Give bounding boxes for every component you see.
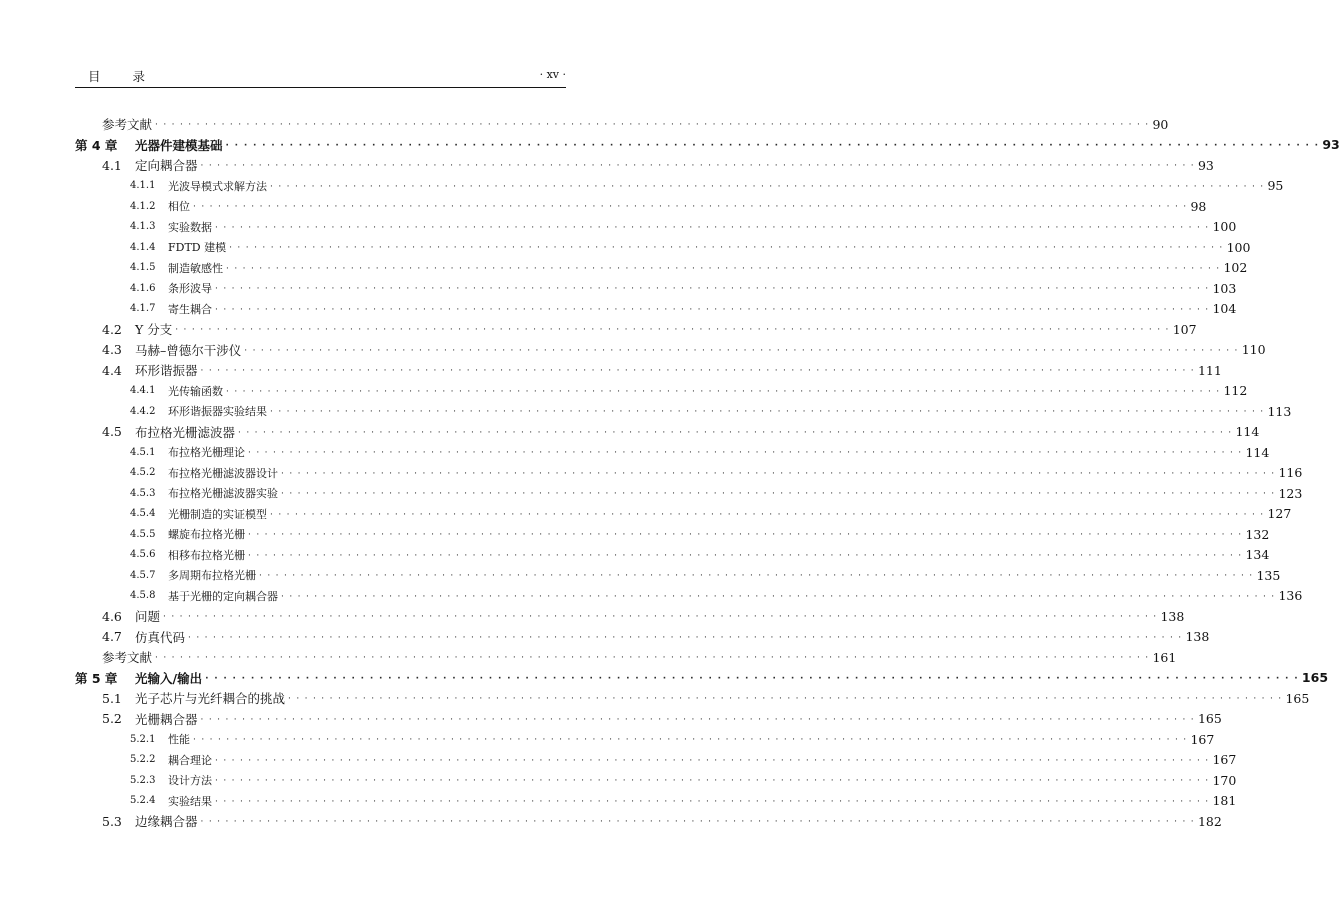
toc-entry-title: 环形谐振器 (135, 363, 198, 379)
dot-leader: · · · · · · · · · · · · · · · · · · · · · · · · · · · · · · · · · · · · · · · · · · · · · · · · · · · · · · · · · · · · · · · · · · · · · · · · · · · · · · · · · · · · · · · · · · · · · · · · · · · · · · · · · · · · · · · · · · · · · · · · (193, 202, 1188, 213)
toc-entry-section[interactable] (75, 606, 1185, 627)
toc-entry-page: 93 (1197, 157, 1214, 173)
toc-entry-page: 167 (1190, 731, 1215, 747)
dot-leader: · · · · · · · · · · · · · · · · · · · · · · · · · · · · · · · · · · · · · · · · · · · · · · · · · · · · · · · · · · · · · · · · · · · · · · · · · · · · · · · · · · · · · · · · · · · · · · · · · · · · · · · · · · · · · · · · · · · · · · · · (205, 673, 1299, 684)
toc-entry-page: 107 (1172, 321, 1197, 337)
dot-leader: · · · · · · · · · · · · · · · · · · · · · · · · · · · · · · · · · · · · · · · · · · · · · · · · · · · · · · · · · · · · · · · · · · · · · · · · · · · · · · · · · · · · · · · · · · · · · · · · · · · · · · · · · · · · · · · · · · · · · · · · (215, 796, 1210, 807)
toc-entry-number: 4.1.1 (130, 180, 156, 192)
dot-leader: · · · · · · · · · · · · · · · · · · · · · · · · · · · · · · · · · · · · · · · · · · · · · · · · · · · · · · · · · · · · · · · · · · · · · · · · · · · · · · · · · · · · · · · · · · · · · · · · · · · · · · · · · · · · · · · · · · · · · · · · (270, 509, 1265, 520)
toc-entry-number: 第 5 章 (75, 670, 118, 686)
toc-entry-page: 165 (1301, 670, 1329, 686)
toc-entry-number: 4.1.7 (130, 303, 156, 315)
dot-leader: · · · · · · · · · · · · · · · · · · · · · · · · · · · · · · · · · · · · · · · · · · · · · · · · · · · · · · · · · · · · · · · · · · · · · · · · · · · · · · · · · · · · · · · · · · · · · · · · · · · · · · · · · · · · · · · · · · · · · · · · (281, 591, 1276, 602)
toc-entry-page: 100 (1212, 219, 1237, 235)
toc-entry-sub[interactable] (75, 504, 1292, 525)
toc-entry-number: 4.5.3 (130, 487, 156, 499)
toc-entry-title: 光波导模式求解方法 (168, 179, 267, 193)
toc-entry-number: 4.1.6 (130, 282, 156, 294)
toc-entry-page: 114 (1235, 424, 1260, 440)
toc-entry-title: 光输入/输出 (135, 670, 203, 686)
toc-entry-title: 光器件建模基础 (135, 137, 223, 153)
toc-entry-title: 螺旋布拉格光栅 (168, 528, 245, 542)
table-of-contents (75, 114, 1340, 832)
dot-leader: · · · · · · · · · · · · · · · · · · · · · · · · · · · · · · · · · · · · · · · · · · · · · · · · · · · · · · · · · · · · · · · · · · · · · · · · · · · · · · · · · · · · · · · · · · · · · · · · · · · · · · · · · · · · · · · · · · · · · · · · (248, 530, 1243, 541)
toc-entry-page: 165 (1285, 690, 1310, 706)
toc-entry-sub[interactable] (75, 791, 1237, 812)
toc-entry-page: 98 (1190, 198, 1207, 214)
toc-entry-sub[interactable] (75, 565, 1281, 586)
toc-entry-sub[interactable] (75, 176, 1284, 197)
toc-entry-number: 4.1.4 (130, 241, 156, 253)
toc-entry-section[interactable] (75, 340, 1266, 361)
dot-leader: · · · · · · · · · · · · · · · · · · · · · · · · · · · · · · · · · · · · · · · · · · · · · · · · · · · · · · · · · · · · · · · · · · · · · · · · · · · · · · · · · · · · · · · · · · · · · · · · · · · · · · · · · · · · · · · · · · · · · · · · (155, 120, 1150, 131)
dot-leader: · · · · · · · · · · · · · · · · · · · · · · · · · · · · · · · · · · · · · · · · · · · · · · · · · · · · · · · · · · · · · · · · · · · · · · · · · · · · · · · · · · · · · · · · · · · · · · · · · · · · · · · · · · · · · · · · · · · · · · · · (226, 263, 1221, 274)
toc-entry-title: 参考文献 (102, 650, 153, 666)
toc-entry-refs[interactable] (75, 647, 1177, 668)
toc-entry-page: 93 (1322, 137, 1340, 153)
toc-entry-number: 4.5 (102, 424, 122, 440)
toc-entry-number: 4.4 (102, 362, 122, 378)
toc-entry-number: 5.2.3 (130, 774, 156, 786)
toc-entry-page: 127 (1267, 506, 1292, 522)
dot-leader: · · · · · · · · · · · · · · · · · · · · · · · · · · · · · · · · · · · · · · · · · · · · · · · · · · · · · · · · · · · · · · · · · · · · · · · · · · · · · · · · · · · · · · · · · · · · · · · · · · · · · · · · · · · · · · · · · · · · · · · · (215, 222, 1210, 233)
toc-entry-page: 135 (1256, 567, 1281, 583)
toc-entry-section[interactable] (75, 811, 1222, 832)
toc-entry-sub[interactable] (75, 524, 1270, 545)
page-number-roman: · xv · (539, 68, 566, 81)
toc-entry-section[interactable] (75, 422, 1260, 443)
running-head-title: 目 录 (88, 69, 159, 84)
toc-entry-number: 5.2.4 (130, 795, 156, 807)
toc-entry-sub[interactable] (75, 258, 1248, 279)
toc-entry-sub[interactable] (75, 237, 1251, 258)
toc-entry-number: 5.3 (102, 813, 122, 829)
toc-entry-title: 环形谐振器实验结果 (168, 405, 267, 419)
toc-entry-page: 111 (1197, 362, 1222, 378)
toc-entry-section[interactable] (75, 360, 1222, 381)
dot-leader: · · · · · · · · · · · · · · · · · · · · · · · · · · · · · · · · · · · · · · · · · · · · · · · · · · · · · · · · · · · · · · · · · · · · · · · · · · · · · · · · · · · · · · · · · · · · · · · · · · · · · · · · · · · · · · · · · · · · · · · · (229, 243, 1224, 254)
toc-entry-section[interactable] (75, 709, 1222, 730)
toc-entry-section[interactable] (75, 627, 1210, 648)
toc-entry-page: 123 (1278, 485, 1303, 501)
toc-entry-page: 116 (1278, 465, 1303, 481)
dot-leader: · · · · · · · · · · · · · · · · · · · · · · · · · · · · · · · · · · · · · · · · · · · · · · · · · · · · · · · · · · · · · · · · · · · · · · · · · · · · · · · · · · · · · · · · · · · · · · · · · · · · · · · · · · · · · · · · · · · · · · · · (155, 653, 1150, 664)
toc-entry-page: 103 (1212, 280, 1237, 296)
dot-leader: · · · · · · · · · · · · · · · · · · · · · · · · · · · · · · · · · · · · · · · · · · · · · · · · · · · · · · · · · · · · · · · · · · · · · · · · · · · · · · · · · · · · · · · · · · · · · · · · · · · · · · · · · · · · · · · · · · · · · · · · (248, 550, 1243, 561)
toc-entry-page: 138 (1185, 629, 1210, 645)
toc-entry-page: 167 (1212, 752, 1237, 768)
toc-entry-chapter[interactable] (75, 135, 1340, 156)
dot-leader: · · · · · · · · · · · · · · · · · · · · · · · · · · · · · · · · · · · · · · · · · · · · · · · · · · · · · · · · · · · · · · · · · · · · · · · · · · · · · · · · · · · · · · · · · · · · · · · · · · · · · · · · · · · · · · · · · · · · · · · · (200, 817, 1195, 828)
toc-entry-title: 问题 (135, 609, 161, 625)
dot-leader: · · · · · · · · · · · · · · · · · · · · · · · · · · · · · · · · · · · · · · · · · · · · · · · · · · · · · · · · · · · · · · · · · · · · · · · · · · · · · · · · · · · · · · · · · · · · · · · · · · · · · · · · · · · · · · · · · · · · · · · · (200, 366, 1195, 377)
toc-entry-title: 基于光栅的定向耦合器 (168, 589, 278, 603)
toc-entry-number: 4.2 (102, 321, 122, 337)
dot-leader: · · · · · · · · · · · · · · · · · · · · · · · · · · · · · · · · · · · · · · · · · · · · · · · · · · · · · · · · · · · · · · · · · · · · · · · · · · · · · · · · · · · · · · · · · · · · · · · · · · · · · · · · · · · · · · · · · · · · · · · · (215, 284, 1210, 295)
toc-entry-title: Y 分支 (135, 322, 173, 338)
toc-entry-number: 4.5.1 (130, 446, 156, 458)
toc-entry-sub[interactable] (75, 729, 1215, 750)
toc-entry-page: 181 (1212, 793, 1237, 809)
toc-entry-page: 138 (1160, 608, 1185, 624)
toc-entry-sub[interactable] (75, 196, 1207, 217)
toc-entry-number: 4.5.5 (130, 528, 156, 540)
toc-entry-page: 90 (1152, 116, 1169, 132)
toc-entry-title: 光子芯片与光纤耦合的挑战 (135, 691, 286, 707)
toc-entry-title: 性能 (168, 733, 190, 747)
toc-entry-number: 4.3 (102, 342, 122, 358)
toc-entry-title: 设计方法 (168, 774, 212, 788)
toc-entry-sub[interactable] (75, 463, 1303, 484)
header-rule (75, 87, 566, 88)
dot-leader: · · · · · · · · · · · · · · · · · · · · · · · · · · · · · · · · · · · · · · · · · · · · · · · · · · · · · · · · · · · · · · · · · · · · · · · · · · · · · · · · · · · · · · · · · · · · · · · · · · · · · · · · · · · · · · · · · · · · · · · · (248, 448, 1243, 459)
toc-entry-number: 4.4.1 (130, 385, 156, 397)
dot-leader: · · · · · · · · · · · · · · · · · · · · · · · · · · · · · · · · · · · · · · · · · · · · · · · · · · · · · · · · · · · · · · · · · · · · · · · · · · · · · · · · · · · · · · · · · · · · · · · · · · · · · · · · · · · · · · · · · · · · · · · · (226, 386, 1221, 397)
dot-leader: · · · · · · · · · · · · · · · · · · · · · · · · · · · · · · · · · · · · · · · · · · · · · · · · · · · · · · · · · · · · · · · · · · · · · · · · · · · · · · · · · · · · · · · · · · · · · · · · · · · · · · · · · · · · · · · · · · · · · · · · (270, 181, 1265, 192)
toc-entry-section[interactable] (75, 319, 1197, 340)
toc-entry-refs[interactable] (75, 114, 1169, 135)
toc-entry-page: 165 (1197, 711, 1222, 727)
toc-entry-title: 布拉格光栅滤波器设计 (168, 466, 278, 480)
toc-entry-title: 耦合理论 (168, 753, 212, 767)
dot-leader: · · · · · · · · · · · · · · · · · · · · · · · · · · · · · · · · · · · · · · · · · · · · · · · · · · · · · · · · · · · · · · · · · · · · · · · · · · · · · · · · · · · · · · · · · · · · · · · · · · · · · · · · · · · · · · · · · · · · · · · · (215, 304, 1210, 315)
toc-entry-sub[interactable] (75, 217, 1237, 238)
dot-leader: · · · · · · · · · · · · · · · · · · · · · · · · · · · · · · · · · · · · · · · · · · · · · · · · · · · · · · · · · · · · · · · · · · · · · · · · · · · · · · · · · · · · · · · · · · · · · · · · · · · · · · · · · · · · · · · · · · · · · · · · (288, 694, 1283, 705)
toc-entry-sub[interactable] (75, 401, 1292, 422)
toc-entry-title: 光栅制造的实证模型 (168, 507, 267, 521)
toc-entry-number: 4.5.7 (130, 569, 156, 581)
toc-entry-sub[interactable] (75, 442, 1270, 463)
toc-entry-number: 4.1.2 (130, 200, 156, 212)
toc-entry-sub[interactable] (75, 750, 1237, 771)
toc-entry-title: 相位 (168, 200, 190, 214)
toc-entry-chapter[interactable] (75, 668, 1329, 689)
dot-leader: · · · · · · · · · · · · · · · · · · · · · · · · · · · · · · · · · · · · · · · · · · · · · · · · · · · · · · · · · · · · · · · · · · · · · · · · · · · · · · · · · · · · · · · · · · · · · · · · · · · · · · · · · · · · · · · · · · · · · · · · (188, 632, 1183, 643)
toc-entry-number: 4.1 (102, 157, 122, 173)
dot-leader: · · · · · · · · · · · · · · · · · · · · · · · · · · · · · · · · · · · · · · · · · · · · · · · · · · · · · · · · · · · · · · · · · · · · · · · · · · · · · · · · · · · · · · · · · · · · · · · · · · · · · · · · · · · · · · · · · · · · · · · · (200, 161, 1195, 172)
toc-entry-page: 134 (1245, 547, 1270, 563)
toc-entry-sub[interactable] (75, 278, 1237, 299)
dot-leader: · · · · · · · · · · · · · · · · · · · · · · · · · · · · · · · · · · · · · · · · · · · · · · · · · · · · · · · · · · · · · · · · · · · · · · · · · · · · · · · · · · · · · · · · · · · · · · · · · · · · · · · · · · · · · · · · · · · · · · · · (270, 407, 1265, 418)
toc-entry-number: 4.1.5 (130, 262, 156, 274)
toc-entry-number: 4.7 (102, 629, 122, 645)
toc-entry-title: 实验结果 (168, 794, 212, 808)
dot-leader: · · · · · · · · · · · · · · · · · · · · · · · · · · · · · · · · · · · · · · · · · · · · · · · · · · · · · · · · · · · · · · · · · · · · · · · · · · · · · · · · · · · · · · · · · · · · · · · · · · · · · · · · · · · · · · · · · · · · · · · · (215, 755, 1210, 766)
toc-entry-number: 5.2.2 (130, 754, 156, 766)
toc-entry-page: 170 (1212, 772, 1237, 788)
toc-entry-title: 定向耦合器 (135, 158, 198, 174)
toc-entry-page: 182 (1197, 813, 1222, 829)
dot-leader: · · · · · · · · · · · · · · · · · · · · · · · · · · · · · · · · · · · · · · · · · · · · · · · · · · · · · · · · · · · · · · · · · · · · · · · · · · · · · · · · · · · · · · · · · · · · · · · · · · · · · · · · · · · · · · · · · · · · · · · · (200, 714, 1195, 725)
toc-entry-page: 102 (1223, 260, 1248, 276)
toc-entry-title: 边缘耦合器 (135, 814, 198, 830)
toc-entry-page: 114 (1245, 444, 1270, 460)
toc-entry-page: 132 (1245, 526, 1270, 542)
toc-entry-sub[interactable] (75, 483, 1303, 504)
toc-entry-sub[interactable] (75, 770, 1237, 791)
toc-entry-title: 参考文献 (102, 117, 153, 133)
dot-leader: · · · · · · · · · · · · · · · · · · · · · · · · · · · · · · · · · · · · · · · · · · · · · · · · · · · · · · · · · · · · · · · · · · · · · · · · · · · · · · · · · · · · · · · · · · · · · · · · · · · · · · · · · · · · · · · · · · · · · · · · (175, 325, 1170, 336)
dot-leader: · · · · · · · · · · · · · · · · · · · · · · · · · · · · · · · · · · · · · · · · · · · · · · · · · · · · · · · · · · · · · · · · · · · · · · · · · · · · · · · · · · · · · · · · · · · · · · · · · · · · · · · · · · · · · · · · · · · · · · · · (225, 140, 1320, 151)
toc-entry-number: 第 4 章 (75, 137, 118, 153)
toc-entry-sub[interactable] (75, 381, 1248, 402)
toc-entry-number: 5.2.1 (130, 733, 156, 745)
toc-entry-number: 4.1.3 (130, 221, 156, 233)
toc-entry-section[interactable] (75, 155, 1214, 176)
dot-leader: · · · · · · · · · · · · · · · · · · · · · · · · · · · · · · · · · · · · · · · · · · · · · · · · · · · · · · · · · · · · · · · · · · · · · · · · · · · · · · · · · · · · · · · · · · · · · · · · · · · · · · · · · · · · · · · · · · · · · · · · (281, 489, 1276, 500)
toc-entry-title: 布拉格光栅滤波器实验 (168, 487, 278, 501)
toc-entry-number: 4.5.6 (130, 549, 156, 561)
toc-entry-title: 条形波导 (168, 282, 212, 296)
dot-leader: · · · · · · · · · · · · · · · · · · · · · · · · · · · · · · · · · · · · · · · · · · · · · · · · · · · · · · · · · · · · · · · · · · · · · · · · · · · · · · · · · · · · · · · · · · · · · · · · · · · · · · · · · · · · · · · · · · · · · · · · (244, 345, 1239, 356)
toc-entry-title: 制造敏感性 (168, 261, 223, 275)
toc-entry-title: 马赫–曾德尔干涉仪 (135, 342, 242, 358)
toc-entry-page: 110 (1241, 342, 1266, 358)
toc-entry-title: 光传输函数 (168, 384, 223, 398)
toc-entry-page: 136 (1278, 588, 1303, 604)
toc-entry-number: 4.4.2 (130, 405, 156, 417)
dot-leader: · · · · · · · · · · · · · · · · · · · · · · · · · · · · · · · · · · · · · · · · · · · · · · · · · · · · · · · · · · · · · · · · · · · · · · · · · · · · · · · · · · · · · · · · · · · · · · · · · · · · · · · · · · · · · · · · · · · · · · · · (281, 468, 1276, 479)
toc-entry-title: 仿真代码 (135, 629, 186, 645)
dot-leader: · · · · · · · · · · · · · · · · · · · · · · · · · · · · · · · · · · · · · · · · · · · · · · · · · · · · · · · · · · · · · · · · · · · · · · · · · · · · · · · · · · · · · · · · · · · · · · · · · · · · · · · · · · · · · · · · · · · · · · · · (215, 776, 1210, 787)
toc-entry-sub[interactable] (75, 299, 1237, 320)
dot-leader: · · · · · · · · · · · · · · · · · · · · · · · · · · · · · · · · · · · · · · · · · · · · · · · · · · · · · · · · · · · · · · · · · · · · · · · · · · · · · · · · · · · · · · · · · · · · · · · · · · · · · · · · · · · · · · · · · · · · · · · · (193, 735, 1188, 746)
toc-entry-page: 112 (1223, 383, 1248, 399)
toc-entry-sub[interactable] (75, 586, 1303, 607)
toc-entry-title: 布拉格光栅滤波器 (135, 424, 236, 440)
toc-entry-title: 光栅耦合器 (135, 711, 198, 727)
dot-leader: · · · · · · · · · · · · · · · · · · · · · · · · · · · · · · · · · · · · · · · · · · · · · · · · · · · · · · · · · · · · · · · · · · · · · · · · · · · · · · · · · · · · · · · · · · · · · · · · · · · · · · · · · · · · · · · · · · · · · · · · (163, 612, 1158, 623)
toc-entry-number: 4.6 (102, 608, 122, 624)
toc-entry-number: 4.5.8 (130, 590, 156, 602)
toc-entry-page: 161 (1152, 649, 1177, 665)
dot-leader: · · · · · · · · · · · · · · · · · · · · · · · · · · · · · · · · · · · · · · · · · · · · · · · · · · · · · · · · · · · · · · · · · · · · · · · · · · · · · · · · · · · · · · · · · · · · · · · · · · · · · · · · · · · · · · · · · · · · · · · · (238, 427, 1233, 438)
toc-entry-page: 100 (1226, 239, 1251, 255)
toc-entry-number: 4.5.4 (130, 508, 156, 520)
toc-entry-title: 寄生耦合 (168, 302, 212, 316)
toc-entry-number: 5.2 (102, 711, 122, 727)
toc-entry-page: 95 (1267, 178, 1284, 194)
toc-entry-title: 多周期布拉格光栅 (168, 569, 256, 583)
toc-entry-title: FDTD 建模 (168, 241, 227, 255)
toc-entry-page: 113 (1267, 403, 1292, 419)
dot-leader: · · · · · · · · · · · · · · · · · · · · · · · · · · · · · · · · · · · · · · · · · · · · · · · · · · · · · · · · · · · · · · · · · · · · · · · · · · · · · · · · · · · · · · · · · · · · · · · · · · · · · · · · · · · · · · · · · · · · · · · · (259, 571, 1254, 582)
toc-entry-section[interactable] (75, 688, 1310, 709)
toc-entry-number: 5.1 (102, 690, 122, 706)
toc-entry-title: 布拉格光栅理论 (168, 446, 245, 460)
toc-entry-page: 104 (1212, 301, 1237, 317)
toc-entry-title: 相移布拉格光栅 (168, 548, 245, 562)
running-head (75, 66, 566, 86)
toc-entry-title: 实验数据 (168, 220, 212, 234)
toc-entry-sub[interactable] (75, 545, 1270, 566)
toc-entry-number: 4.5.2 (130, 467, 156, 479)
